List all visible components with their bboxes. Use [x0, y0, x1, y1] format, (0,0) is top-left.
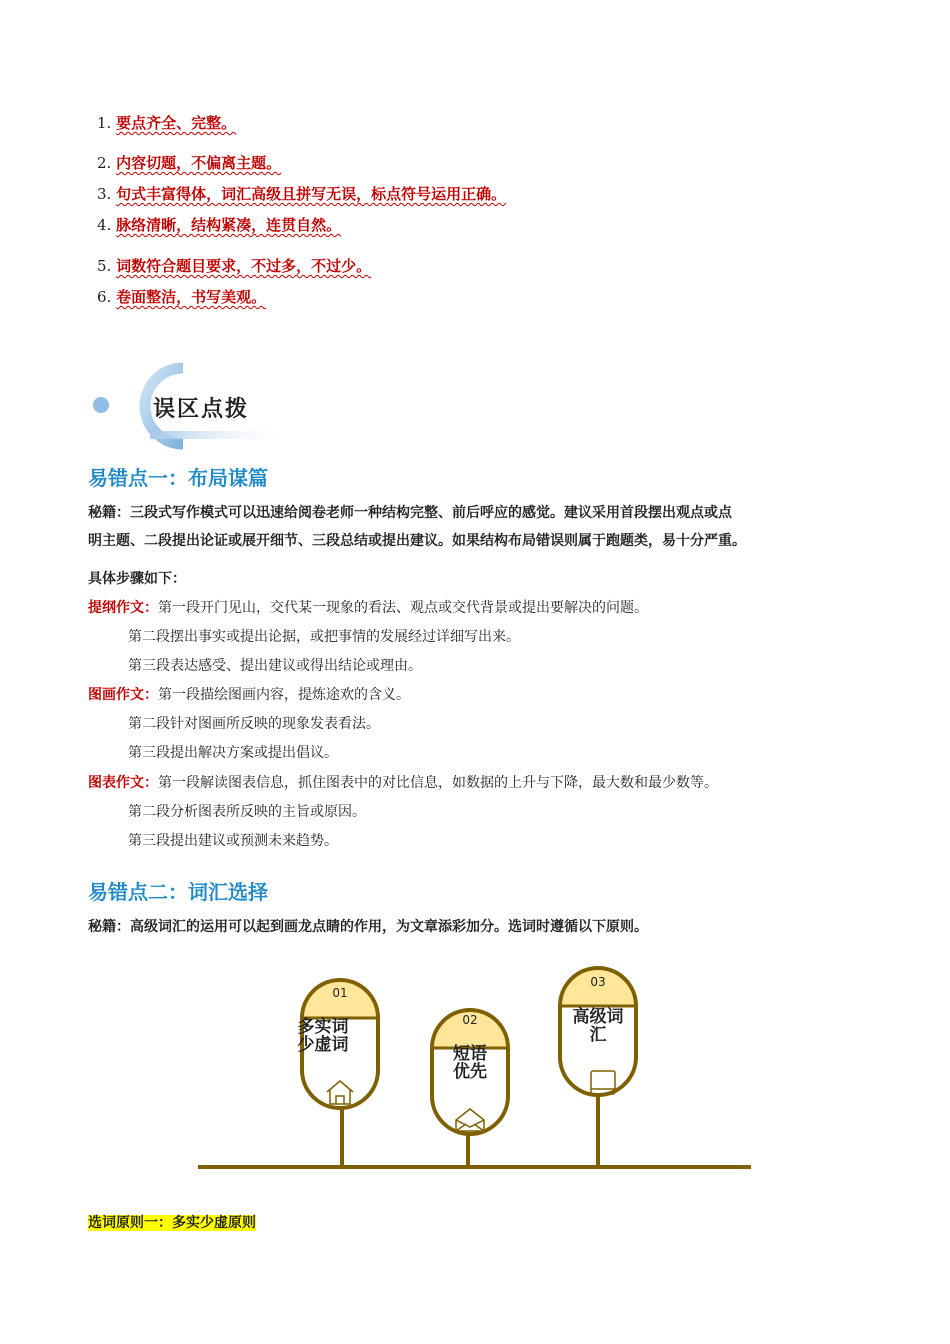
- pill-num-02: 02: [462, 1013, 478, 1027]
- pill1-line1: 多实词: [297, 1017, 349, 1037]
- section2-heading: 易错点二：词汇选择: [88, 880, 268, 904]
- chart-essay-line3: 第三段提出建议或预测未来趋势。: [128, 833, 338, 849]
- section1-heading: 易错点一：布局谋篇: [88, 466, 268, 490]
- picture-essay-line2: 第二段针对图画所反映的现象发表看法。: [128, 716, 380, 732]
- pill1-line2: 少虚词: [297, 1035, 349, 1055]
- house-icon: [327, 1081, 353, 1104]
- list-item: 2. 内容切题，不偏离主题。: [97, 154, 282, 172]
- outline-essay-line2: 第二段摆出事实或提出论据，或把事情的发展经过详细写出来。: [128, 629, 520, 645]
- picture-essay-line1: 图画作文：第一段描绘图画内容，提炼途欢的含义。: [88, 687, 410, 703]
- list-item: 4. 脉络清晰，结构紧凑，连贯自然。: [97, 216, 342, 234]
- list-item: 3. 句式丰富得体，词汇高级且拼写无误，标点符号运用正确。: [97, 185, 507, 203]
- pill3-line1: 高级词: [572, 1007, 624, 1027]
- section2-secret: 秘籍：高级词汇的运用可以起到画龙点睛的作用，为文章添彩加分。选词时遵循以下原则。: [88, 919, 648, 935]
- pill2-line1: 短语: [453, 1044, 487, 1064]
- picture-essay-line3: 第三段提出解决方案或提出倡议。: [128, 745, 338, 761]
- principle-pill-3: [560, 968, 636, 1095]
- pill2-line2: 优先: [453, 1062, 487, 1082]
- list-item: 1. 要点齐全、完整。: [97, 114, 237, 132]
- principle-pill-2: [432, 1010, 508, 1134]
- pill-num-03: 03: [590, 975, 606, 989]
- chart-essay-line1: 图表作文：第一段解读图表信息，抓住图表中的对比信息，如数据的上升与下降，最大数和最少数等。: [88, 775, 718, 791]
- principle1-label: 选词原则一：多实少虚原则: [88, 1215, 256, 1231]
- section1-secret-line1: 秘籍：三段式写作模式可以迅速给阅卷老师一种结构完整、前后呼应的感觉。建议采用首段摆出观点或点: [88, 505, 732, 521]
- envelope-icon: [456, 1109, 484, 1131]
- vocab-principles-diagram: [0, 960, 950, 1180]
- banner-title: 误区点拨: [153, 397, 250, 422]
- steps-title: 具体步骤如下：: [88, 571, 186, 587]
- list-item: 5. 词数符合题目要求，不过多，不过少。: [97, 257, 372, 275]
- list-item: 6. 卷面整洁，书写美观。: [97, 288, 267, 306]
- section1-secret-line2: 明主题、二段提出论证或展开细节、三段总结或提出建议。如果结构布局错误则属于跑题类，易十分严重。: [88, 533, 746, 549]
- outline-essay-line1: 提纲作文：第一段开门见山，交代某一现象的看法、观点或交代背景或提出要解决的问题。: [88, 600, 648, 616]
- chart-essay-line2: 第二段分析图表所反映的主旨或原因。: [128, 804, 366, 820]
- pill-num-01: 01: [332, 986, 348, 1000]
- pill3-line2: 汇: [589, 1025, 607, 1045]
- principle-pill-1: [298, 980, 379, 1108]
- outline-essay-line3: 第三段表达感受、提出建议或得出结论或理由。: [128, 658, 422, 674]
